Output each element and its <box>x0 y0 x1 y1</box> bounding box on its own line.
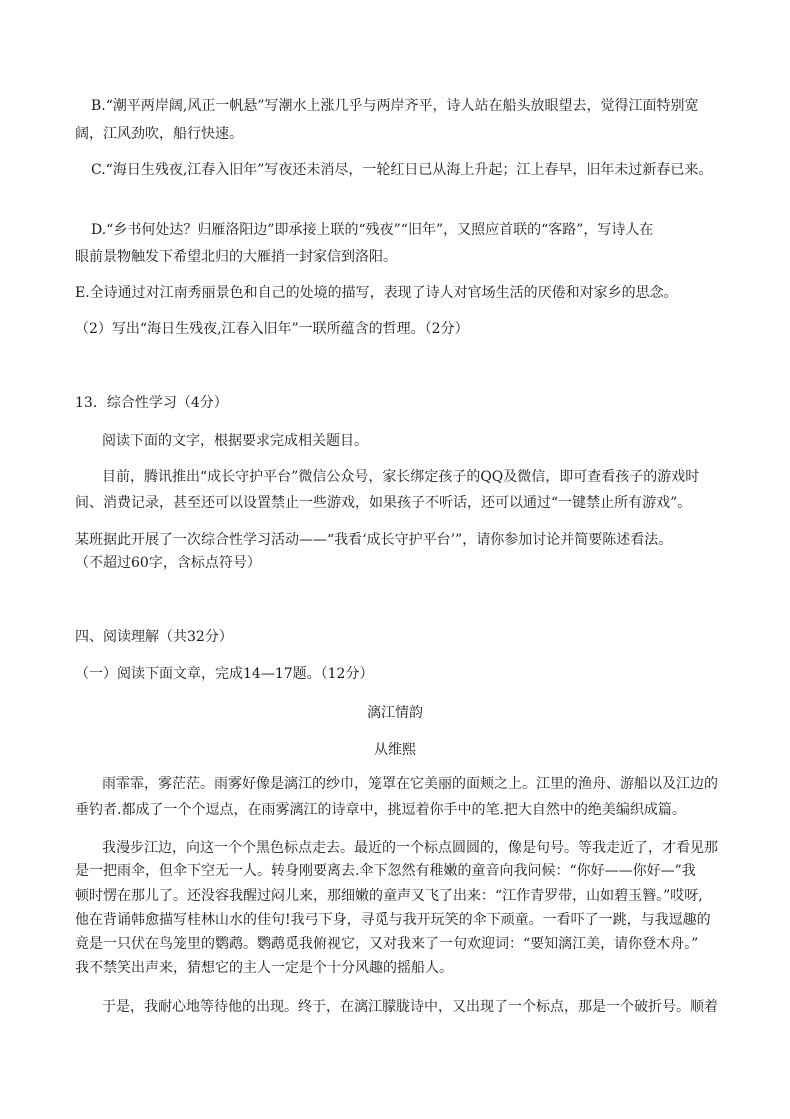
question-13-task-line1: 某班据此开展了一次综合性学习活动——“我看‘成长守护平台’”，请你参加讨论并简要陈述看法。 <box>75 532 673 548</box>
option-e: E.全诗通过对江南秀丽景色和自己的处境的描写，表现了诗人对官场生活的厌倦和对家乡的思念。 <box>75 285 678 301</box>
section-4-heading: 四、阅读理解（共32分） <box>75 629 233 645</box>
article-p2-line5: 竟是一只伏在鸟笼里的鹦鹉。鹦鹉觅我俯视它，又对我来了一句欢迎词：“要知漓江美，请你登木舟。” <box>75 936 699 952</box>
option-b-line1: B.“潮平两岸阔,风正一帆悬”写潮水上涨几乎与两岸齐平，诗人站在船头放眼望去，觉得江面特别宽 <box>91 98 699 114</box>
question-13-task-line2: （不超过60字，含标点符号） <box>75 555 261 571</box>
article-p1-line1: 雨霏霏，雾茫茫。雨雾好像是漓江的纱巾，笼罩在它美丽的面颊之上。江里的渔舟、游船以及江边的 <box>102 776 718 792</box>
article-p2-line2: 是一把雨伞，但伞下空无一人。转身刚要离去.伞下忽然有稚嫩的童音向我问候：“你好——你好—”我 <box>75 863 696 879</box>
option-d-line2: 眼前景物触发下希望北归的大雁捎一封家信到洛阳。 <box>75 249 397 265</box>
question-13-heading: 13．综合性学习（4分） <box>75 395 228 411</box>
question-13-passage-line1: 目前，腾讯推出“成长守护平台”微信公众号，家长绑定孩子的QQ及微信，即可查看孩子的游戏时 <box>102 469 700 485</box>
article-author: 从维熙 <box>374 742 416 758</box>
article-p2-line4: 他在背诵韩愈描写桂林山水的佳句!我弓下身，寻觅与我开玩笑的伞下顽童。一看吓了一跳，与我逗趣的 <box>75 912 711 928</box>
question-13-instruction: 阅读下面的文字，根据要求完成相关题目。 <box>102 433 368 449</box>
option-d-line1: D.“乡书何处达？归雁洛阳边”即承接上联的“残夜”“旧年”，又照应首联的“客路”，写诗人在 <box>91 222 654 238</box>
article-title: 漓江情韵 <box>367 705 423 721</box>
option-c: C.“海日生残夜,江春入旧年”写夜还未消尽，一轮红日已从海上升起；江上春早，旧年未过新春已来。 <box>91 162 713 178</box>
option-b-line2: 阔，江风劲吹，船行快速。 <box>75 126 243 142</box>
article-p1-line2: 垂钓者.都成了一个个逗点，在雨雾漓江的诗章中，挑逗着你手中的笔.把大自然中的绝美编织成篇。 <box>75 802 686 818</box>
question-12-2: （2）写出“海日生残夜,江春入旧年”一联所蕴含的哲理。（2分） <box>75 321 469 337</box>
article-p3-line1: 于是，我耐心地等待他的出现。终于，在漓江朦胧诗中，又出现了一个标点，那是一个破折号。顺着 <box>102 999 718 1015</box>
article-p2-line3: 顿时愣在那儿了。还没容我醒过闷儿来，那细嫩的童声又飞了出来：“江作青罗带，山如碧玉簪。”哎呀, <box>75 888 703 904</box>
question-13-passage-line2: 间、消费记录，甚至还可以设置禁止一些游戏，如果孩子不听话，还可以通过“一键禁止所有游戏”。 <box>75 495 692 511</box>
article-p2-line6: 我不禁笑出声来，猜想它的主人一定是个十分风趣的摇船人。 <box>75 960 453 976</box>
article-p2-line1: 我漫步江边，向这一个个黑色标点走去。最近的一个标点圆圆的，像是句号。等我走近了，才看见那 <box>102 840 718 856</box>
section-4-subheading: （一）阅读下面文章，完成14—17题。（12分） <box>75 666 374 682</box>
